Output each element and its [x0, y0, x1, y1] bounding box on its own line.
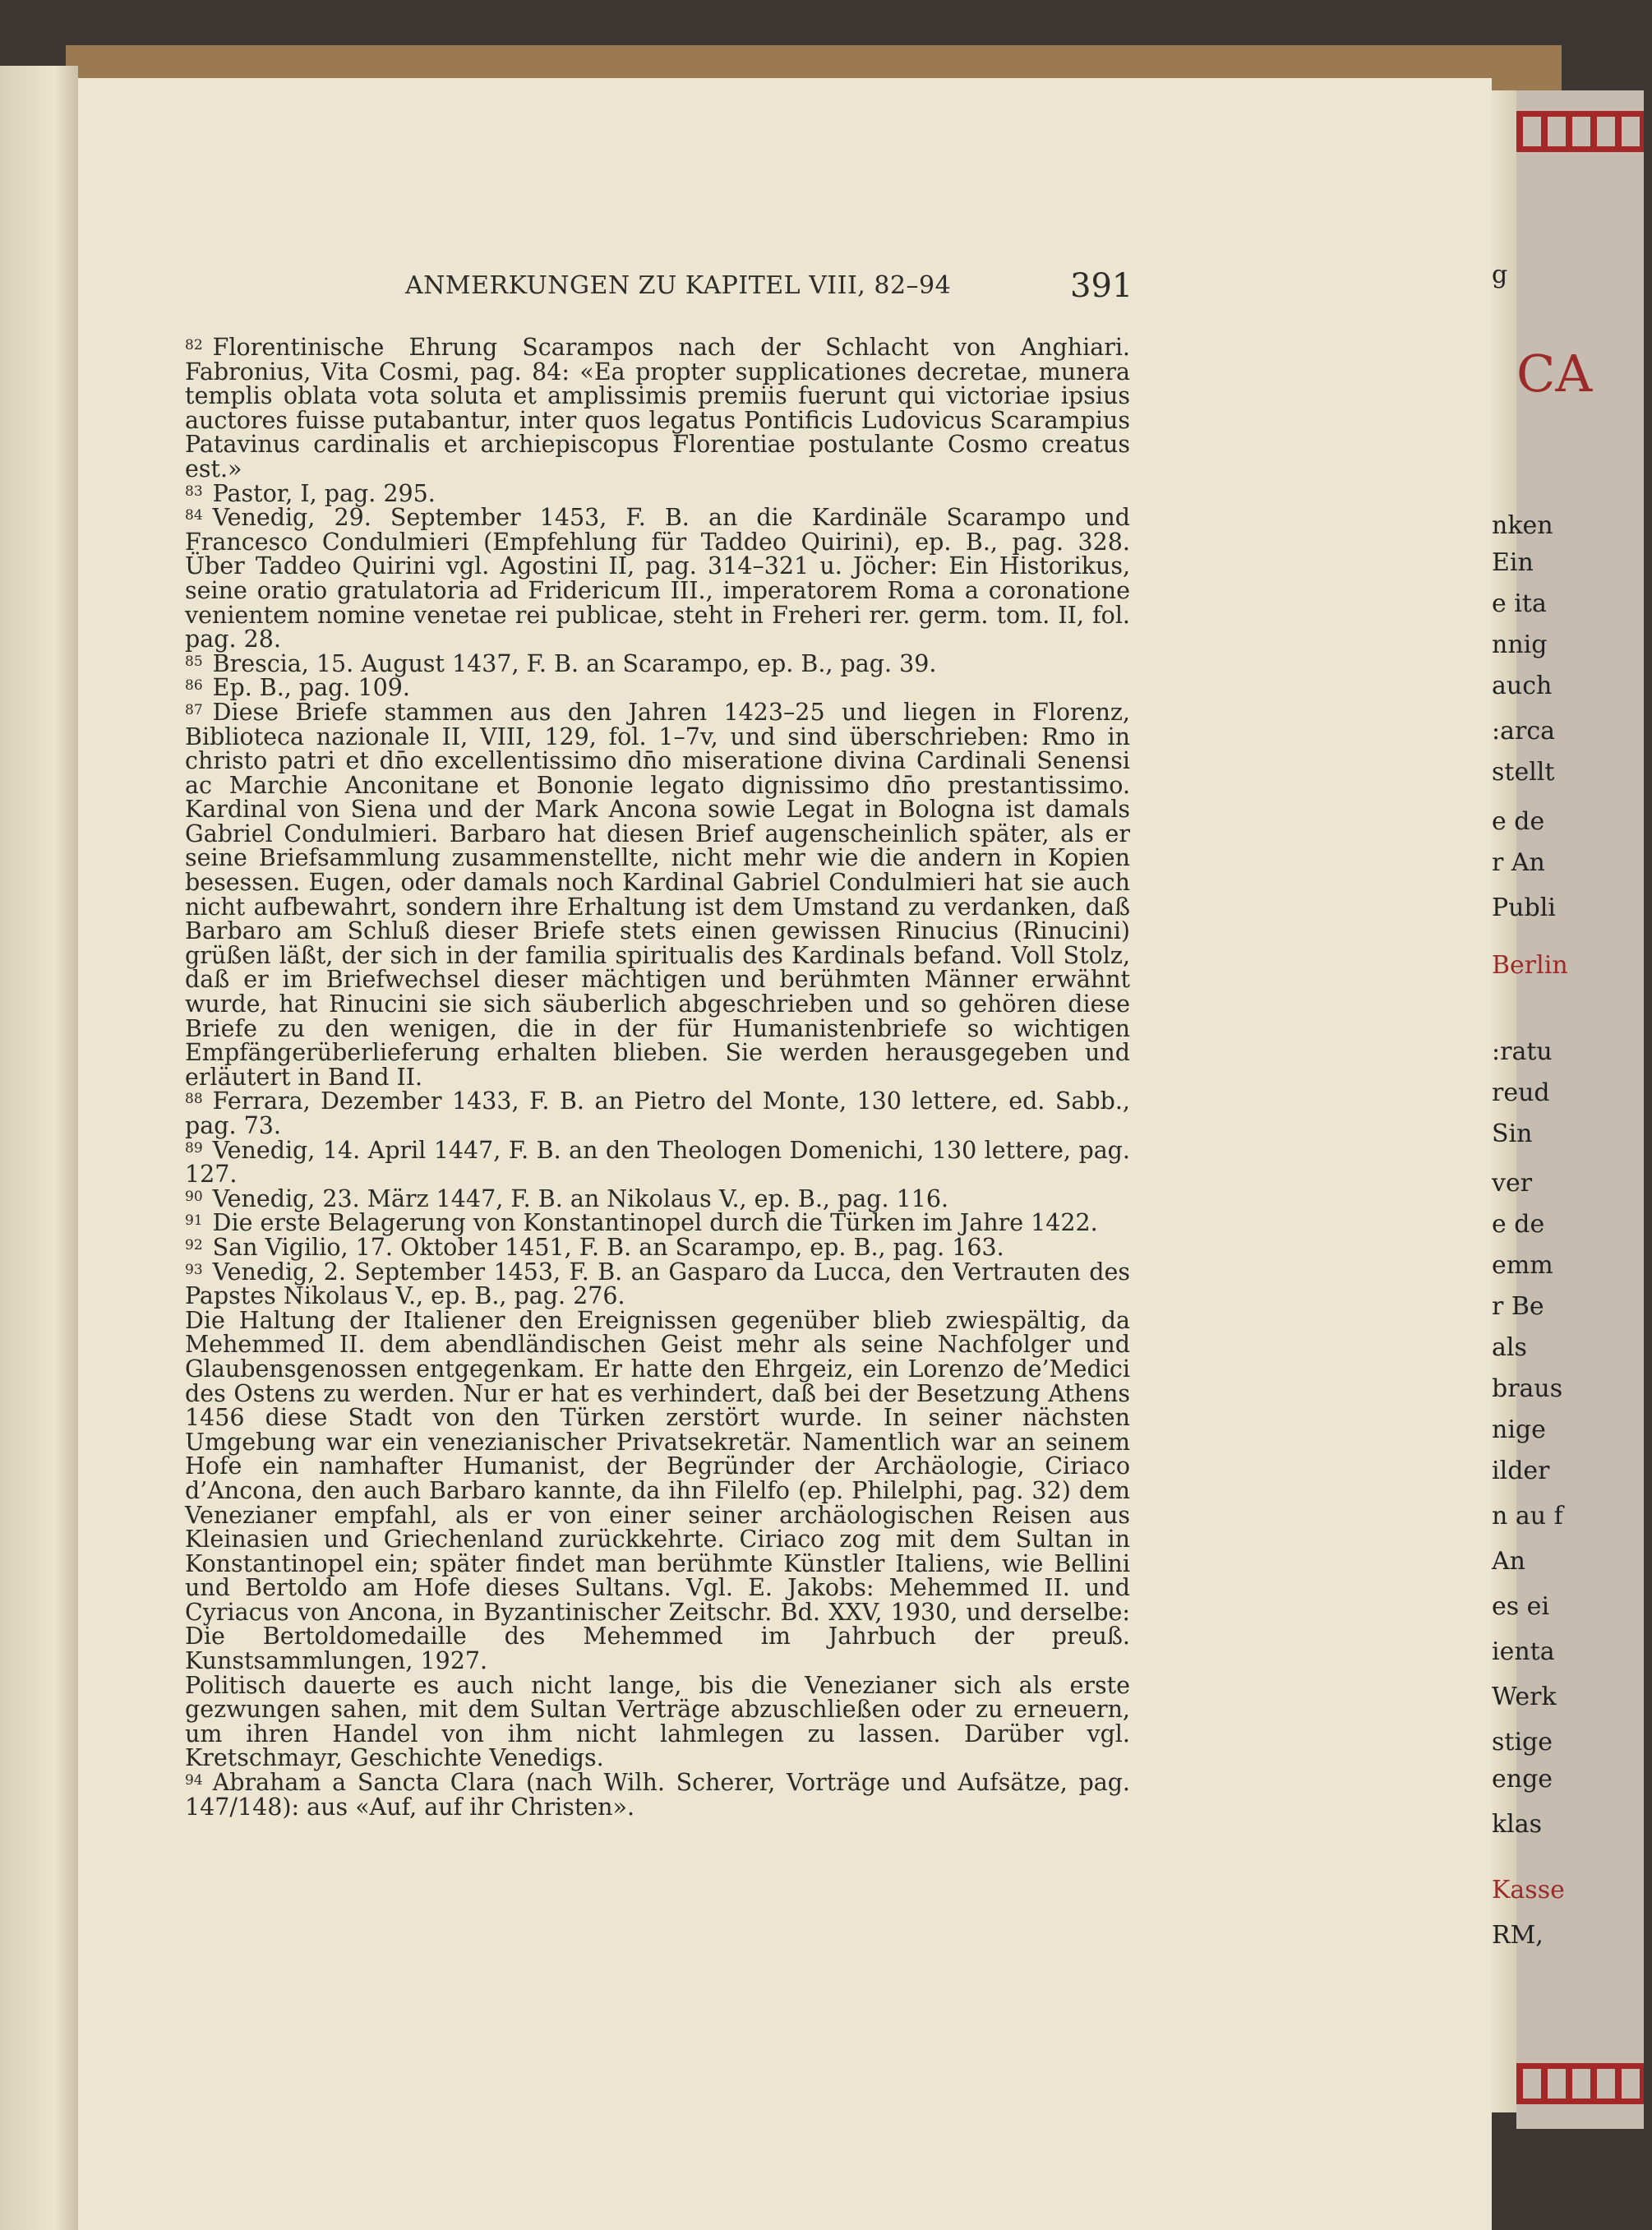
footnote	[185, 1260, 1130, 1309]
footnote-number: 84	[185, 507, 203, 524]
jacket-text-fragment: nnig	[1492, 630, 1548, 659]
jacket-text-fragment: ilder	[1492, 1457, 1550, 1485]
jacket-text-fragment: :ratu	[1492, 1037, 1553, 1066]
footnote	[185, 1211, 1130, 1235]
jacket-text-fragment: r An	[1492, 848, 1545, 877]
footnote-number: 83	[185, 482, 203, 500]
footnote-number: 88	[185, 1091, 203, 1108]
footnote	[185, 506, 1130, 652]
notes-body	[185, 335, 1130, 1819]
jacket-text-fragment: Ein	[1492, 548, 1534, 577]
jacket-text-fragment: Sin	[1492, 1120, 1533, 1148]
footnote-number: 85	[185, 653, 203, 670]
jacket-text-fragment: stige	[1492, 1728, 1553, 1757]
note-93-continuation: Die Haltung der Italiener den Ereignissen gegenüber blieb zwiespältig, da Mehemmed II. dem abendländischen Geist mehr als seine Nachfolger und Glaubensgenossen entgegenkam. Er hatte den Ehrgeiz, ein Lorenzo de’Medici des Ostens zu werden. Nur er hat es verhindert, daß bei der Besetzung Athens 1456 diese Stadt von den Türken zerstört wurde. In seiner nächsten Umgebung war ein venezianischer Privatsekretär. Namentlich war an seinem Hofe ein namhafter Humanist, der Begründer der Archäologie, Ciriaco d’Ancona, den auch Barbaro kannte, da ihn Filelfo (ep. Philelphi, pag. 32) dem Venezianer empfahl, als er von einer seiner archäologischen Reisen aus Kleinasien und Griechenland zurückkehrte. Ciriaco zog mit dem Sultan in Konstantinopel ein; später findet man berühmte Künstler Italiens, wie Bellini und Bertoldo am Hofe dieses Sultans. Vgl. E. Jakobs: Mehemmed II. und Cyriacus von Ancona, in Byzantinischer Zeitschr. Bd. XXV, 1930, und derselbe: Die Bertoldomedaille des Mehemmed im Jahrbuch der preuß. Kunstsammlungen, 1927.	[185, 1306, 1130, 1675]
page-number: 391	[1070, 267, 1133, 305]
jacket-text-fragment: e de	[1492, 807, 1545, 836]
footnote	[185, 700, 1130, 1090]
jacket-text-fragment: Werk	[1492, 1683, 1557, 1711]
jacket-text-fragment: Kasse	[1492, 1876, 1565, 1905]
footnote-text: Florentinische Ehrung Scarampos nach der Schlacht von Anghiari. Fabronius, Vita Cosmi, pag. 84: «Ea propter supplicationes decretae, munera templis oblata vota soluta et amplissimis premiis fuerunt qui victoriae ipsius auctores fuisse putabantur, inter quos legatus Pontificis Ludovicus Scarampius Patavinus cardinalis et archiepiscopus Florentiae postulante Cosmo creatus est.»	[185, 334, 1130, 482]
jacket-text-fragment: n au f	[1492, 1502, 1563, 1531]
footnote-number: 86	[185, 677, 203, 695]
jacket-text-fragment: Publi	[1492, 893, 1556, 922]
footnote	[185, 479, 1130, 507]
footnote-text: Diese Briefe stammen aus den Jahren 1423–25 und liegen in Florenz, Biblioteca nazionale II, VIII, 129, fol. 1–7v, und sind überschrieben: Rmo in christo patri et dn̄o excellentissimo dn̄o miseratione divina Cardinali Senensi ac Marchie Anconitane et Bononie legato dignissimo dn̄o prestantissimo. Kardinal von Siena und der Mark Ancona sowie Legat in Bologna ist damals Gabriel Condulmieri. Barbaro hat diesen Brief augenscheinlich später, als er seine Briefsammlung zusammenstellte, nicht mehr wie die andern in Kopien besessen. Eugen, oder damals noch Kardinal Gabriel Condulmieri hat sie auch nicht aufbewahrt, sondern ihre Erhaltung ist dem Umstand zu verdanken, daß Barbaro am Schluß dieser Briefe stets einen gewissen Rinucius (Rinucini) grüßen läßt, der sich in der familia spiritualis des Kardinals befand. Voll Stolz, daß er im Briefwechsel dieser mächtigen und berühmten Männer erwähnt wurde, hat Rinucini sie sich säuberlich abgeschrieben und so gehören diese Briefe zu den wenigen, die in der für Humanistenbriefe so wichtigen Empfängerüberlieferung erhalten blieben. Sie werden herausgegeben und erläutert in Band II.	[185, 698, 1130, 1091]
facing-page-edge	[0, 66, 78, 2230]
footnote-number: 89	[185, 1139, 203, 1157]
jacket-text-fragment: RM,	[1492, 1921, 1544, 1950]
footnote-text: Abraham a Sancta Clara (nach Wilh. Scherer, Vorträge und Aufsätze, pag. 147/148): aus «Auf, auf ihr Christen».	[185, 1769, 1130, 1821]
jacket-text-fragment: ienta	[1492, 1637, 1555, 1666]
jacket-text-fragment: enge	[1492, 1765, 1553, 1794]
jacket-text-fragment: reud	[1492, 1078, 1550, 1107]
footnote	[185, 1089, 1130, 1138]
jacket-text-fragment: emm	[1492, 1251, 1553, 1280]
footnote-number: 93	[185, 1261, 203, 1278]
jacket-text-fragment: r Be	[1492, 1292, 1544, 1321]
jacket-text-fragment: Berlin	[1492, 951, 1568, 980]
meander-ornament-top	[1516, 111, 1644, 152]
jacket-text-fragment: ver	[1492, 1169, 1533, 1198]
footnote-number: 87	[185, 701, 203, 718]
footnote-text: San Vigilio, 17. Oktober 1451, F. B. an Scarampo, ep. B., pag. 163.	[212, 1233, 1004, 1261]
jacket-text-fragment: klas	[1492, 1810, 1543, 1839]
footnote-text: Ferrara, Dezember 1433, F. B. an Pietro del Monte, 130 lettere, ed. Sabb., pag. 73.	[185, 1087, 1130, 1139]
footnote-text: Ep. B., pag. 109.	[212, 674, 410, 702]
footnote	[185, 1771, 1130, 1819]
footnote-number: 91	[185, 1212, 203, 1230]
footnote-number: 82	[185, 337, 203, 353]
jacket-text-fragment: e ita	[1492, 589, 1547, 618]
footnote-text: Venedig, 14. April 1447, F. B. an den Theologen Domenichi, 130 lettere, pag. 127.	[185, 1136, 1130, 1189]
footnote-text: Brescia, 15. August 1437, F. B. an Scarampo, ep. B., pag. 39.	[212, 649, 937, 677]
footnote	[185, 676, 1130, 700]
footnote-text: Die erste Belagerung von Konstantinopel durch die Türken im Jahre 1422.	[212, 1209, 1098, 1237]
note-93-continuation: Politisch dauerte es auch nicht lange, bis die Venezianer sich als erste gezwungen sahen, mit dem Sultan Verträge abzuschließen oder zu erneuern, um ihren Handel von ihm nicht lahmlegen zu lassen. Darüber vgl. Kretschmayr, Geschichte Venedigs.	[185, 1671, 1130, 1772]
footnote	[185, 1138, 1130, 1187]
footnote-text: Venedig, 23. März 1447, F. B. an Nikolaus V., ep. B., pag. 116.	[212, 1184, 949, 1212]
jacket-text-fragment: :arca	[1492, 717, 1556, 746]
footnote-text: Venedig, 29. September 1453, F. B. an die Kardinäle Scarampo und Francesco Condulmieri (Empfehlung für Taddeo Quirini), ep. B., pag. 328. Über Taddeo Quirini vgl. Agostini II, pag. 314–321 u. Jöcher: Ein Historikus, seine oratio gratulatoria ad Fridericum III., imperatorem Roma a coronatione venientem nomine venetae rei publicae, steht in Freheri rer. germ. tom. II, fol. pag. 28.	[185, 504, 1130, 653]
footnote	[185, 1184, 1130, 1212]
running-head: ANMERKUNGEN ZU KAPITEL VIII, 82–94	[405, 271, 952, 300]
jacket-text-fragment: auch	[1492, 672, 1553, 700]
footnote-text: Venedig, 2. September 1453, F. B. an Gasparo da Lucca, den Vertrauten des Papstes Nikolaus V., ep. B., pag. 276.	[185, 1258, 1130, 1310]
jacket-text-fragment: als	[1492, 1333, 1527, 1362]
jacket-text-fragment: g	[1492, 261, 1508, 289]
jacket-text-fragment: nken	[1492, 511, 1553, 540]
jacket-text-fragment: nige	[1492, 1415, 1546, 1444]
footnote-text: Pastor, I, pag. 295.	[212, 479, 436, 507]
jacket-text-fragment: An	[1492, 1547, 1525, 1576]
footnote	[185, 335, 1130, 482]
meander-ornament-bottom	[1516, 2063, 1644, 2104]
dust-jacket-flap	[1492, 90, 1644, 2129]
footnote-number: 92	[185, 1236, 203, 1254]
footnote	[185, 1235, 1130, 1260]
jacket-text-fragment: braus	[1492, 1374, 1563, 1403]
jacket-text-fragment: es ei	[1492, 1592, 1550, 1621]
footnote	[185, 649, 1130, 677]
footnote-number: 94	[185, 1772, 203, 1789]
jacket-text-fragment: e de	[1492, 1210, 1545, 1239]
footnote-number: 90	[185, 1188, 203, 1205]
jacket-text-fragment: stellt	[1492, 758, 1555, 787]
jacket-initial: CA	[1516, 344, 1593, 404]
